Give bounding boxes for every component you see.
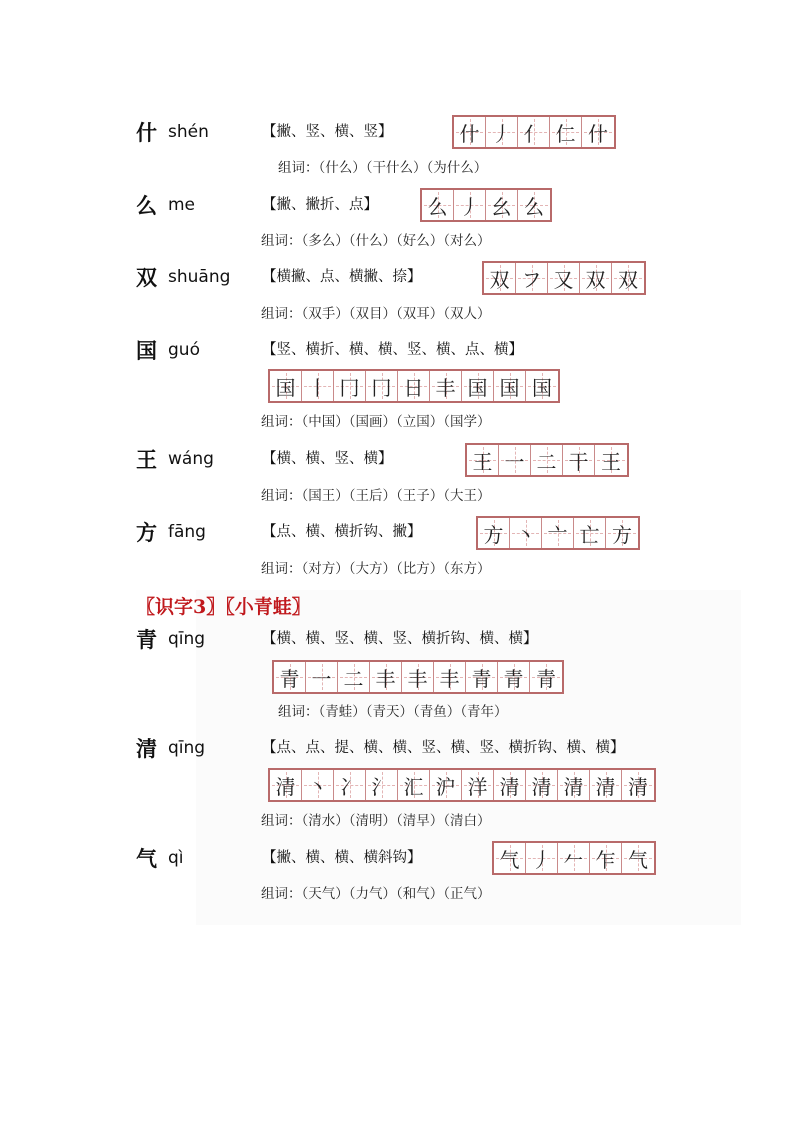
grid-cell: 丨	[302, 371, 334, 401]
grid-cell: フ	[516, 263, 548, 293]
grid-cell: 清	[270, 770, 302, 800]
entry-pinyin: wáng	[168, 449, 214, 469]
stroke-order: 【竖、横折、横、横、竖、横、点、横】	[262, 342, 523, 358]
grid-cell: 么	[518, 190, 550, 220]
stroke-order: 【撇、横、横、横斜钩】	[262, 850, 422, 866]
grid-cell: 丰	[434, 662, 466, 692]
grid-cell: 𠂉	[558, 843, 590, 873]
grid-cell: 清	[590, 770, 622, 800]
stroke-order: 【横、横、竖、横、竖、横折钩、横、横】	[262, 631, 538, 647]
grid-cell: 亠	[542, 518, 574, 548]
stroke-order: 【撇、撇折、点】	[262, 197, 378, 213]
grid-cell: 王	[467, 445, 499, 475]
grid-cell: 二	[338, 662, 370, 692]
entry-character: 青	[136, 627, 157, 652]
word-groups: 组词：（国王）（王后）（王子）（大王）	[261, 488, 491, 504]
grid-cell: 清	[558, 770, 590, 800]
word-groups: 组词：（青蛙）（青天）（青鱼）（青年）	[278, 704, 508, 720]
grid-cell: 气	[622, 843, 654, 873]
grid-cell: 一	[306, 662, 338, 692]
grid-cell: 么	[422, 190, 454, 220]
grid-cell: 冂	[334, 371, 366, 401]
entry-character: 么	[136, 193, 157, 218]
word-groups: 组词：（清水）（清明）（清早）（清白）	[261, 813, 491, 829]
entry-character: 国	[136, 338, 157, 363]
grid-cell: 清	[526, 770, 558, 800]
stroke-order: 【点、点、提、横、横、竖、横、竖、横折钩、横、横】	[262, 740, 625, 756]
entry-pinyin: guó	[168, 340, 200, 360]
stroke-grid	[268, 768, 656, 802]
grid-cell: 什	[454, 117, 486, 147]
entry-character: 气	[136, 846, 157, 871]
stroke-grid	[272, 660, 564, 694]
stroke-grid	[492, 841, 656, 875]
word-groups: 组词：（多么）（什么）（好么）（对么）	[261, 233, 491, 249]
grid-cell: 冂	[366, 371, 398, 401]
grid-cell: 仁	[550, 117, 582, 147]
grid-cell: 丰	[370, 662, 402, 692]
lesson-title: 〖小青蛙〗	[225, 596, 311, 618]
grid-cell: 一	[499, 445, 531, 475]
grid-cell: 清	[494, 770, 526, 800]
grid-cell: 青	[530, 662, 562, 692]
stroke-grid	[482, 261, 646, 295]
entry-character: 方	[136, 520, 157, 545]
grid-cell: 干	[563, 445, 595, 475]
word-groups: 组词：（天气）（力气）（和气）（正气）	[261, 886, 491, 902]
grid-cell: 青	[466, 662, 498, 692]
grid-cell: 方	[606, 518, 638, 548]
grid-cell: 日	[398, 371, 430, 401]
stroke-grid	[465, 443, 629, 477]
word-groups: 组词：（对方）（大方）（比方）（东方）	[261, 561, 491, 577]
grid-cell: 清	[622, 770, 654, 800]
word-groups: 组词：（什么）（干什么）（为什么）	[278, 160, 488, 176]
grid-cell: 又	[548, 263, 580, 293]
grid-cell: 亡	[574, 518, 606, 548]
stroke-grid	[268, 369, 560, 403]
grid-cell: 亻	[518, 117, 550, 147]
entry-pinyin: qīng	[168, 738, 206, 758]
section-heading	[136, 595, 311, 619]
entry-pinyin: shén	[168, 122, 209, 142]
grid-cell: 国	[270, 371, 302, 401]
grid-cell: 国	[526, 371, 558, 401]
grid-cell: 双	[580, 263, 612, 293]
grid-cell: 汇	[398, 770, 430, 800]
grid-cell: 二	[531, 445, 563, 475]
word-groups: 组词：（双手）（双目）（双耳）（双人）	[261, 306, 491, 322]
stroke-grid	[420, 188, 552, 222]
entry-character: 王	[136, 447, 157, 472]
word-groups: 组词：（中国）（国画）（立国）（国学）	[261, 414, 491, 430]
entry-character: 双	[136, 265, 157, 290]
grid-cell: 丿	[526, 843, 558, 873]
grid-cell: 国	[462, 371, 494, 401]
stroke-grid	[476, 516, 640, 550]
grid-cell: 丶	[510, 518, 542, 548]
grid-cell: 青	[274, 662, 306, 692]
entry-pinyin: qīng	[168, 629, 206, 649]
entry-character: 清	[136, 736, 157, 761]
grid-cell: 双	[612, 263, 644, 293]
entry-pinyin: shuāng	[168, 267, 231, 287]
grid-cell: 国	[494, 371, 526, 401]
grid-cell: 氵	[366, 770, 398, 800]
lesson-label: 〖识字3〗	[136, 596, 226, 618]
grid-cell: 方	[478, 518, 510, 548]
grid-cell: 冫	[334, 770, 366, 800]
grid-cell: 洋	[462, 770, 494, 800]
grid-cell: 幺	[486, 190, 518, 220]
grid-cell: 双	[484, 263, 516, 293]
entry-pinyin: me	[168, 195, 196, 215]
grid-cell: 丰	[402, 662, 434, 692]
stroke-order: 【撇、竖、横、竖】	[262, 124, 393, 140]
stroke-order: 【点、横、横折钩、撇】	[262, 524, 422, 540]
grid-cell: 沪	[430, 770, 462, 800]
grid-cell: 青	[498, 662, 530, 692]
grid-cell: 什	[582, 117, 614, 147]
grid-cell: 丿	[454, 190, 486, 220]
grid-cell: 王	[595, 445, 627, 475]
grid-cell: 乍	[590, 843, 622, 873]
grid-cell: 气	[494, 843, 526, 873]
stroke-grid	[452, 115, 616, 149]
stroke-order: 【横撇、点、横撇、捺】	[262, 269, 422, 285]
entry-pinyin: qì	[168, 848, 184, 868]
grid-cell: 丿	[486, 117, 518, 147]
grid-cell: 丶	[302, 770, 334, 800]
entry-pinyin: fāng	[168, 522, 206, 542]
grid-cell: 丰	[430, 371, 462, 401]
stroke-order: 【横、横、竖、横】	[262, 451, 393, 467]
entry-character: 什	[136, 120, 157, 145]
